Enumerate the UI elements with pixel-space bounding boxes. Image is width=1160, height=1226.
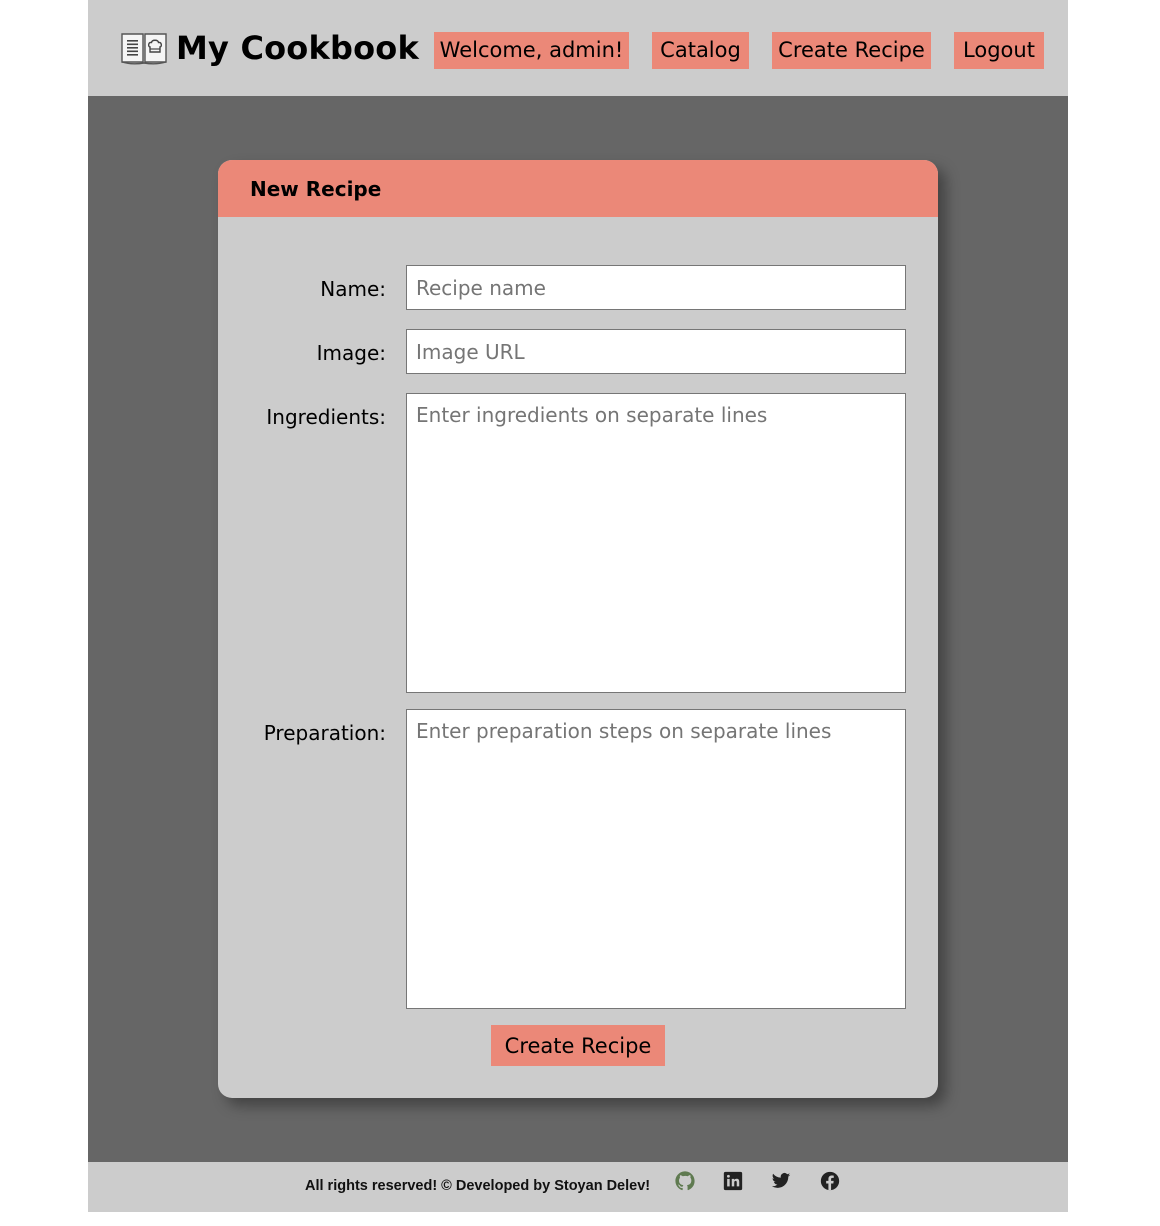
recipe-name-input[interactable] xyxy=(406,265,906,310)
nav-create-recipe[interactable]: Create Recipe xyxy=(772,32,931,69)
create-recipe-submit-button[interactable]: Create Recipe xyxy=(491,1025,665,1066)
site-header xyxy=(88,0,1068,96)
github-icon xyxy=(675,1171,695,1191)
new-recipe-card xyxy=(218,160,938,1098)
nav-welcome[interactable]: Welcome, admin! xyxy=(434,32,629,69)
open-cookbook-icon xyxy=(120,30,168,66)
footer-copyright: All rights reserved! © Developed by Stoyan Delev! xyxy=(305,1178,651,1194)
facebook-link[interactable] xyxy=(820,1171,840,1191)
linkedin-icon xyxy=(723,1171,743,1191)
brand-title: My Cookbook xyxy=(176,29,419,67)
site-footer xyxy=(88,1162,1068,1212)
page xyxy=(88,0,1068,1212)
github-link[interactable] xyxy=(675,1171,695,1191)
card-header xyxy=(218,160,938,217)
ingredients-label: Ingredients: xyxy=(266,405,386,429)
facebook-icon xyxy=(820,1171,840,1191)
image-url-input[interactable] xyxy=(406,329,906,374)
image-label: Image: xyxy=(316,341,386,365)
preparation-textarea[interactable] xyxy=(406,709,906,1009)
main-content xyxy=(88,96,1068,1162)
brand-home-link[interactable] xyxy=(120,28,419,68)
linkedin-link[interactable] xyxy=(723,1171,743,1191)
twitter-icon xyxy=(771,1171,791,1191)
name-label: Name: xyxy=(320,277,386,301)
card-title: New Recipe xyxy=(250,176,382,201)
ingredients-textarea[interactable] xyxy=(406,393,906,693)
nav-logout[interactable]: Logout xyxy=(954,32,1044,69)
preparation-label: Preparation: xyxy=(263,721,386,745)
nav-catalog[interactable]: Catalog xyxy=(652,32,749,69)
twitter-link[interactable] xyxy=(771,1171,791,1191)
